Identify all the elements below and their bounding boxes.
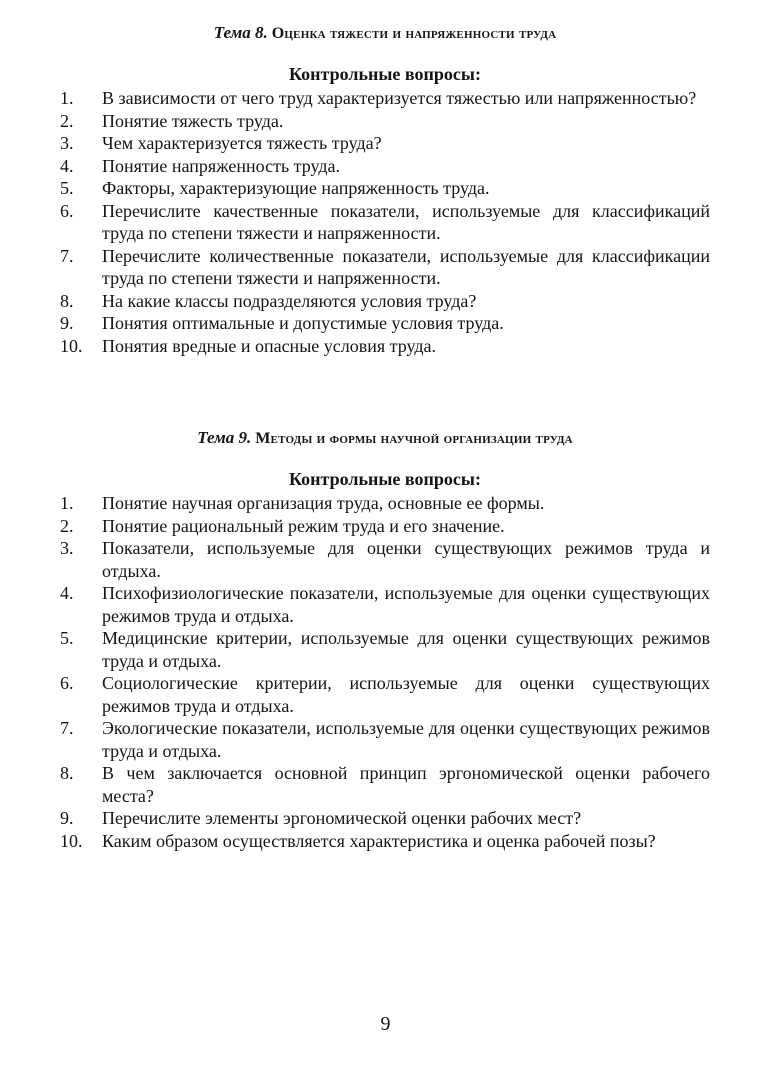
item-number: 8. — [60, 763, 74, 783]
list-item — [60, 717, 710, 762]
list-item — [60, 762, 710, 807]
item-text: Чем характеризуется тяжесть труда? — [102, 133, 382, 153]
section-theme-8 — [60, 22, 710, 357]
theme-number: Тема 8. — [213, 23, 268, 42]
item-number: 10. — [60, 335, 83, 356]
item-number: 2. — [60, 515, 74, 536]
theme-name: Методы и формы научной организации труда — [255, 430, 573, 447]
list-item — [60, 200, 710, 245]
questions-heading: Контрольные вопросы: — [289, 64, 481, 84]
theme-title — [60, 22, 710, 45]
questions-list — [60, 492, 710, 852]
item-text: Понятия вредные и опасные условия труда. — [102, 335, 437, 356]
item-text: Психофизиологические показатели, используемые для оценки существующих режимов труда и отдыха. — [102, 583, 710, 626]
list-item — [60, 672, 710, 717]
list-item — [60, 492, 710, 515]
item-text: Понятие рациональный режим труда и его значение. — [102, 515, 505, 536]
item-text: Понятие тяжесть труда. — [102, 110, 284, 131]
item-number: 9. — [60, 313, 74, 333]
item-number: 4. — [60, 155, 74, 176]
item-text: Перечислите элементы эргономической оценки рабочих мест? — [102, 808, 582, 828]
item-text: Понятия оптимальные и допустимые условия труда. — [102, 313, 504, 333]
list-item — [60, 132, 710, 155]
item-text: Понятие напряженность труда. — [102, 155, 341, 176]
list-item — [60, 335, 710, 358]
item-text: В чем заключается основной принцип эргономической оценки рабочего места? — [102, 763, 710, 806]
list-item — [60, 515, 710, 538]
item-number: 9. — [60, 808, 74, 828]
list-item — [60, 312, 710, 335]
page-number: 9 — [380, 1013, 391, 1035]
item-number: 4. — [60, 583, 74, 603]
item-number: 2. — [60, 110, 74, 131]
theme-name: Оценка тяжести и напряженности труда — [271, 25, 557, 42]
list-item — [60, 537, 710, 582]
item-number: 1. — [60, 88, 74, 108]
item-number: 1. — [60, 493, 74, 513]
item-number: 5. — [60, 178, 74, 198]
item-number: 6. — [60, 200, 74, 221]
list-item — [60, 87, 710, 110]
item-text: Медицинские критерии, используемые для оценки существующих режимов труда и отдыха. — [102, 628, 710, 671]
item-text: На какие классы подразделяются условия труда? — [102, 290, 477, 311]
theme-number: Тема 9. — [197, 428, 252, 447]
list-item — [60, 830, 710, 853]
list-item — [60, 582, 710, 627]
list-item — [60, 290, 710, 313]
item-text: Факторы, характеризующие напряженность труда. — [102, 178, 490, 198]
item-text: Понятие научная организация труда, основные ее формы. — [102, 493, 545, 513]
item-text: Экологические показатели, используемые для оценки существующих режимов труда и отдыха. — [102, 718, 710, 761]
questions-list — [60, 87, 710, 357]
list-item — [60, 110, 710, 133]
list-item — [60, 807, 710, 830]
list-item — [60, 627, 710, 672]
item-text: Каким образом осуществляется характеристика и оценка рабочей позы? — [102, 830, 656, 851]
list-item — [60, 245, 710, 290]
section-theme-9 — [60, 427, 710, 852]
item-number: 6. — [60, 673, 74, 693]
item-number: 10. — [60, 830, 83, 851]
item-text: В зависимости от чего труд характеризуется тяжестью или напряженностью? — [102, 88, 697, 108]
item-number: 5. — [60, 628, 74, 648]
item-text: Перечислите количественные показатели, используемые для классификации труда по степени тяжести и напряженности. — [102, 245, 710, 288]
list-item — [60, 155, 710, 178]
item-number: 7. — [60, 718, 74, 738]
item-text: Показатели, используемые для оценки существующих режимов труда и отдыха. — [102, 538, 710, 581]
item-number: 3. — [60, 133, 74, 153]
item-number: 3. — [60, 538, 74, 558]
item-text: Перечислите качественные показатели, используемые для классификаций труда по степени тяжести и напряженности. — [102, 200, 710, 243]
questions-heading: Контрольные вопросы: — [289, 469, 481, 489]
list-item — [60, 177, 710, 200]
item-text: Социологические критерии, используемые для оценки существующих режимов труда и отдыха. — [102, 673, 710, 716]
item-number: 7. — [60, 245, 74, 266]
item-number: 8. — [60, 290, 74, 311]
theme-title — [60, 427, 710, 450]
